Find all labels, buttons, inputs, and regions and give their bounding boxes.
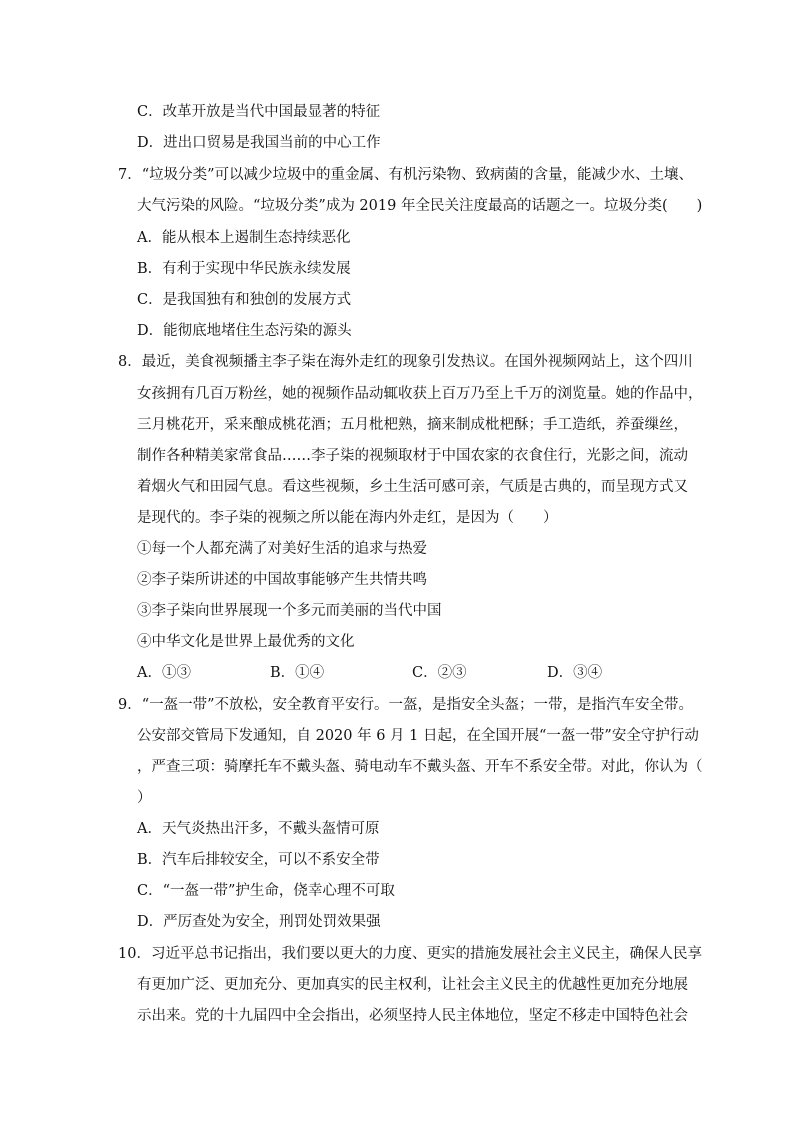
q7-stem-line-1: 7．“垃圾分类”可以减少垃圾中的重金属、有机污染物、致病菌的含量，能减少水、土壤、 xyxy=(118,167,694,183)
q8-stem-line-4: 制作各种精美家常食品……李子柒的视频取材于中国农家的衣食住行，光影之间，流动 xyxy=(137,448,688,464)
q7-stem-line-2: 大气污染的风险。“垃圾分类”成为 2019 年全民关注度最高的话题之一。垃圾分类( ) xyxy=(137,198,703,214)
q7-option-b[interactable]: B．有利于实现中华民族永续发展 xyxy=(137,261,351,277)
q10-stem-line-2: 有更加广泛、更加充分、更加真实的民主权利，让社会主义民主的优越性更加充分地展 xyxy=(137,977,688,993)
q6-option-c[interactable]: C．改革开放是当代中国最显著的特征 xyxy=(137,104,381,120)
q8-stem-line-1: 8．最近，美食视频播主李子柒在海外走红的现象引发热议。在国外视频网站上，这个四川 xyxy=(118,354,693,370)
q9-stem-line-3: ，严查三项：骑摩托车不戴头盔、骑电动车不戴头盔、开车不系安全带。对此，你认为（ xyxy=(137,759,703,775)
q9-option-d[interactable]: D．严厉查处为安全，刑罚处罚效果强 xyxy=(137,914,381,930)
q9-stem-line-1: 9．“一盔一带”不放松，安全教育平安行。一盔，是指安全头盔；一带，是指汽车安全带。 xyxy=(118,697,694,713)
q9-option-b[interactable]: B．汽车后排较安全，可以不系安全带 xyxy=(137,852,380,868)
q10-stem-line-1: 10．习近平总书记指出，我们要以更大的力度、更实的措施发展社会主义民主，确保人民享 xyxy=(118,946,702,962)
q7-option-d[interactable]: D．能彻底地堵住生态污染的源头 xyxy=(137,323,352,339)
q8-stem-line-5: 着烟火气和田园气息。看这些视频，乡土生活可感可亲，气质是古典的，而呈现方式又 xyxy=(137,479,688,495)
q9-stem-line-4: ） xyxy=(137,790,152,806)
q8-option-c[interactable]: C．②③ xyxy=(412,665,467,681)
q8-option-d[interactable]: D．③④ xyxy=(547,665,603,681)
q8-item-4: ④中华文化是世界上最优秀的文化 xyxy=(137,634,355,650)
q9-option-a[interactable]: A．天气炎热出汗多，不戴头盔情可原 xyxy=(137,821,380,837)
q7-option-a[interactable]: A．能从根本上遏制生态持续恶化 xyxy=(137,230,351,246)
q8-options-row xyxy=(137,663,657,683)
q9-stem-line-2: 公安部交管局下发通知，自 2020 年 6 月 1 日起，在全国开展“一盔一带”安全守护行动 xyxy=(137,728,699,744)
q7-option-c[interactable]: C．是我国独有和独创的发展方式 xyxy=(137,292,352,308)
q8-stem-line-2: 女孩拥有几百万粉丝，她的视频作品动辄收获上百万乃至上千万的浏览量。她的作品中， xyxy=(137,386,703,402)
q8-item-2: ②李子柒所讲述的中国故事能够产生共情共鸣 xyxy=(137,572,427,588)
q8-item-1: ①每一个人都充满了对美好生活的追求与热爱 xyxy=(137,541,427,557)
q9-option-c[interactable]: C．“一盔一带”护生命，侥幸心理不可取 xyxy=(137,883,395,899)
q8-option-b[interactable]: B．①④ xyxy=(270,665,325,681)
q10-stem-line-3: 示出来。党的十九届四中全会指出，必须坚持人民主体地位，坚定不移走中国特色社会 xyxy=(137,1008,688,1024)
q8-item-3: ③李子柒向世界展现一个多元而美丽的当代中国 xyxy=(137,603,442,619)
q8-option-a[interactable]: A．①③ xyxy=(137,665,191,681)
q6-option-d[interactable]: D．进出口贸易是我国当前的中心工作 xyxy=(137,135,381,151)
q8-stem-line-3: 三月桃花开，采来酿成桃花酒；五月枇杷熟，摘来制成枇杷酥；手工造纸，养蚕缫丝， xyxy=(137,417,688,433)
q8-stem-line-6: 是现代的。李子柒的视频之所以能在海内外走红，是因为（ ） xyxy=(137,510,558,526)
